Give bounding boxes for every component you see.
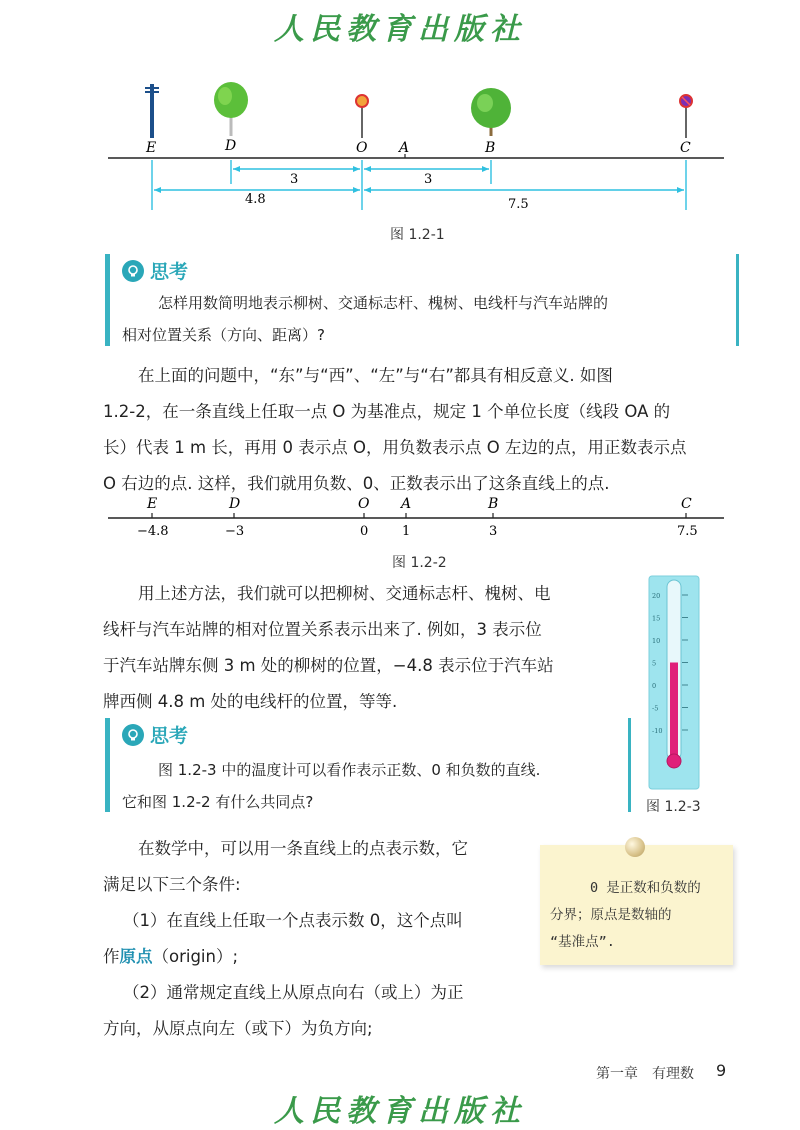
body-para-1-line1: 在上面的问题中，“东”与“西”、“左”与“右”都具有相反意义. 如图	[138, 366, 613, 385]
body-para-2-line4: 牌西侧 4.8 m 处的电线杆的位置，等等.	[103, 692, 398, 711]
dim-label-eo: 4.8	[245, 192, 266, 207]
thermometer-tick-label: 10	[652, 637, 661, 645]
nl-value-a: 1	[402, 524, 411, 539]
nl-value-e: −4.8	[137, 524, 169, 539]
dim-label-oc: 7.5	[508, 197, 529, 212]
think-text-2-line2: 它和图 1.2-2 有什么共同点?	[122, 793, 314, 811]
thermometer-tick-label: 20	[652, 592, 661, 600]
note-line-2: 分界；原点是数轴的	[550, 907, 672, 923]
willow-tree-icon	[214, 82, 248, 136]
dimension-lines	[152, 160, 686, 210]
bus-stop-sign-icon	[680, 95, 692, 138]
note-line-3: “基准点”.	[550, 934, 615, 950]
think-text-1-line2: 相对位置关系（方向、距离）?	[122, 326, 325, 344]
chapter-footer: 第一章 有理数	[596, 1066, 694, 1082]
condition-2-line2: 方向，从原点向左（或下）为负方向;	[103, 1019, 373, 1038]
think-text-1-line1: 怎样用数简明地表示柳树、交通标志杆、槐树、电线杆与汽车站牌的	[158, 294, 609, 312]
thermometer-tick-label: 15	[652, 614, 661, 623]
publisher-watermark-top: 人民教育出版社	[274, 12, 526, 47]
thermometer-tick-label: -10	[652, 727, 663, 735]
figure-caption-1-2-1: 图 1.2-1	[390, 227, 445, 243]
nl-label-c: C	[681, 496, 692, 512]
point-label-e: E	[146, 140, 157, 156]
condition-1-line2	[103, 939, 238, 975]
body-para-1-line2: 1.2-2，在一条直线上任取一点 O 为基准点，规定 1 个单位长度（线段 OA 的	[103, 402, 671, 421]
nl-value-b: 3	[489, 524, 498, 539]
thermometer-tick-label: 0	[652, 682, 657, 690]
figure-caption-1-2-3: 图 1.2-3	[646, 799, 701, 815]
figure-1-2-2	[0, 490, 800, 550]
thermometer-mercury	[670, 663, 678, 758]
point-label-o: O	[356, 140, 368, 156]
body-para-1-line4: O 右边的点. 这样，我们就用负数、0、正数表示出了这条直线上的点.	[103, 474, 610, 493]
body-para-3-line1: 在数学中，可以用一条直线上的点表示数，它	[138, 839, 468, 858]
nl-label-e: E	[147, 496, 158, 512]
think-header-1	[122, 257, 188, 284]
think-title-1: 思考	[150, 261, 189, 283]
nl-value-c: 7.5	[677, 524, 698, 539]
dim-label-ob: 3	[424, 172, 433, 187]
point-label-d: D	[225, 138, 237, 154]
thermometer-tick-label: 5	[652, 659, 657, 668]
condition-1-suffix: （origin）;	[152, 947, 239, 966]
lightbulb-icon	[122, 260, 144, 282]
nl-label-b: B	[488, 496, 499, 512]
pushpin-icon	[625, 837, 645, 857]
think-header-2	[122, 721, 188, 748]
lightbulb-icon	[122, 724, 144, 746]
margin-note-text	[550, 875, 725, 956]
utility-pole-icon	[145, 84, 159, 138]
body-para-2-line3: 于汽车站牌东侧 3 m 处的柳树的位置，−4.8 表示位于汽车站	[103, 656, 554, 675]
thermometer-tick-label: -5	[652, 704, 659, 713]
nl-label-d: D	[229, 496, 241, 512]
note-line-1: 0 是正数和负数的	[590, 880, 701, 896]
point-label-a: A	[399, 140, 410, 156]
figure-caption-1-2-2: 图 1.2-2	[392, 555, 447, 571]
point-label-b: B	[485, 140, 496, 156]
condition-1-prefix: 作	[103, 947, 120, 966]
thermometer-bulb	[667, 754, 681, 768]
nl-value-o: 0	[360, 524, 369, 539]
body-para-2-line2: 线杆与汽车站牌的相对位置关系表示出来了. 例如，3 表示位	[103, 620, 542, 639]
dim-label-do: 3	[290, 172, 299, 187]
thermometer-figure	[648, 575, 700, 790]
point-label-c: C	[680, 140, 691, 156]
margin-note	[540, 845, 733, 965]
nl-label-a: A	[401, 496, 412, 512]
page-number: 9	[716, 1061, 727, 1080]
body-para-3-line2: 满足以下三个条件:	[103, 875, 241, 894]
condition-2-line1: （2）通常规定直线上从原点向右（或上）为正	[123, 983, 464, 1002]
condition-1-line1: （1）在直线上任取一个点表示数 0，这个点叫	[123, 911, 463, 930]
body-para-1-line3: 长）代表 1 m 长，再用 0 表示点 O，用负数表示点 O 左边的点，用正数表示点	[103, 438, 687, 457]
nl-value-d: −3	[225, 524, 245, 539]
publisher-watermark-bottom: 人民教育出版社	[274, 1094, 526, 1129]
keyword-origin: 原点	[119, 947, 153, 966]
think-text-2-line1: 图 1.2-3 中的温度计可以看作表示正数、0 和负数的直线.	[158, 761, 541, 779]
traffic-sign-icon	[356, 95, 368, 138]
body-para-2-line1: 用上述方法，我们就可以把柳树、交通标志杆、槐树、电	[138, 584, 551, 603]
figure-1-2-1	[0, 70, 800, 220]
think-title-2: 思考	[150, 725, 189, 747]
nl-label-o: O	[358, 496, 370, 512]
pagoda-tree-icon	[471, 88, 511, 136]
